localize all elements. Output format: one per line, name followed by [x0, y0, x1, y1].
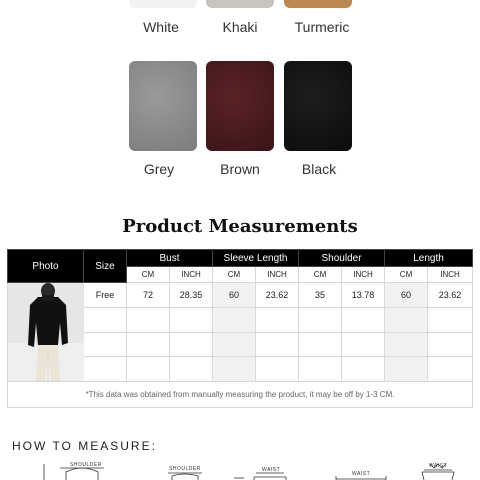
header-photo: Photo — [8, 250, 84, 283]
diagram-shoulder-2 — [168, 473, 202, 480]
diagram-label-waist-3: WAIST — [429, 463, 448, 469]
model-photo-image — [8, 283, 84, 381]
empty-cell — [170, 307, 213, 332]
empty-cell — [170, 357, 213, 382]
swatch-label-black: Black — [301, 161, 337, 177]
header-size: Size — [84, 250, 127, 283]
empty-cell — [299, 357, 342, 382]
empty-cell — [213, 307, 256, 332]
unit-cm: CM — [127, 267, 170, 283]
cell-bust-inch: 28.35 — [170, 283, 213, 308]
header-length: Length — [385, 250, 473, 267]
header-shoulder: Shoulder — [299, 250, 385, 267]
unit-inch: INCH — [170, 267, 213, 283]
header-bust: Bust — [127, 250, 213, 267]
diagram-label-waist-1: WAIST — [262, 467, 281, 473]
empty-cell — [170, 332, 213, 357]
cell-length-cm: 60 — [385, 283, 428, 308]
measurement-table — [7, 249, 473, 408]
empty-cell — [84, 307, 127, 332]
swatch-grey — [129, 61, 197, 151]
unit-cm: CM — [299, 267, 342, 283]
diagram-waist-1 — [234, 473, 286, 480]
cell-sleeve-cm: 60 — [213, 283, 256, 308]
empty-cell — [385, 357, 428, 382]
empty-cell — [342, 332, 385, 357]
cell-bust-cm: 72 — [127, 283, 170, 308]
empty-cell — [385, 332, 428, 357]
unit-cm: CM — [213, 267, 256, 283]
empty-cell — [84, 332, 127, 357]
empty-cell — [428, 332, 473, 357]
empty-cell — [256, 332, 299, 357]
empty-cell — [342, 357, 385, 382]
swatch-khaki — [206, 0, 274, 8]
cell-length-inch: 23.62 — [428, 283, 473, 308]
diagram-label-shoulder-2: SHOULDER — [169, 466, 201, 472]
swatch-turmeric — [284, 0, 352, 8]
swatch-label-grey: Grey — [143, 161, 175, 177]
cell-shoulder-inch: 13.78 — [342, 283, 385, 308]
product-photo — [8, 283, 84, 382]
swatch-label-turmeric: Turmeric — [294, 19, 350, 35]
diagram-label-shoulder-1: SHOULDER — [70, 462, 102, 468]
empty-cell — [342, 307, 385, 332]
empty-cell — [385, 307, 428, 332]
empty-cell — [127, 332, 170, 357]
unit-cm: CM — [385, 267, 428, 283]
page-title: Product Measurements — [122, 216, 358, 237]
empty-cell — [299, 307, 342, 332]
unit-inch: INCH — [428, 267, 473, 283]
empty-cell — [428, 307, 473, 332]
empty-cell — [84, 357, 127, 382]
empty-cell — [127, 357, 170, 382]
empty-cell — [299, 332, 342, 357]
cell-size: Free — [84, 283, 127, 308]
header-sleeve-length: Sleeve Length — [213, 250, 299, 267]
swatch-black — [284, 61, 352, 151]
empty-cell — [428, 357, 473, 382]
unit-inch: INCH — [256, 267, 299, 283]
swatch-label-brown: Brown — [220, 161, 260, 177]
swatch-label-khaki: Khaki — [222, 19, 258, 35]
unit-inch: INCH — [342, 267, 385, 283]
cell-sleeve-inch: 23.62 — [256, 283, 299, 308]
empty-cell — [213, 357, 256, 382]
measurement-note: *This data was obtained from manually measuring the product, it may be off by 1-3 CM. — [8, 382, 473, 408]
empty-cell — [256, 357, 299, 382]
empty-cell — [256, 307, 299, 332]
swatch-label-white: White — [143, 19, 179, 35]
empty-cell — [213, 332, 256, 357]
cell-shoulder-cm: 35 — [299, 283, 342, 308]
diagram-label-waist-2: WAIST — [352, 471, 371, 477]
swatch-brown — [206, 61, 274, 151]
swatch-white — [129, 0, 197, 8]
empty-cell — [127, 307, 170, 332]
how-to-measure-heading: HOW TO MEASURE: — [12, 439, 157, 453]
